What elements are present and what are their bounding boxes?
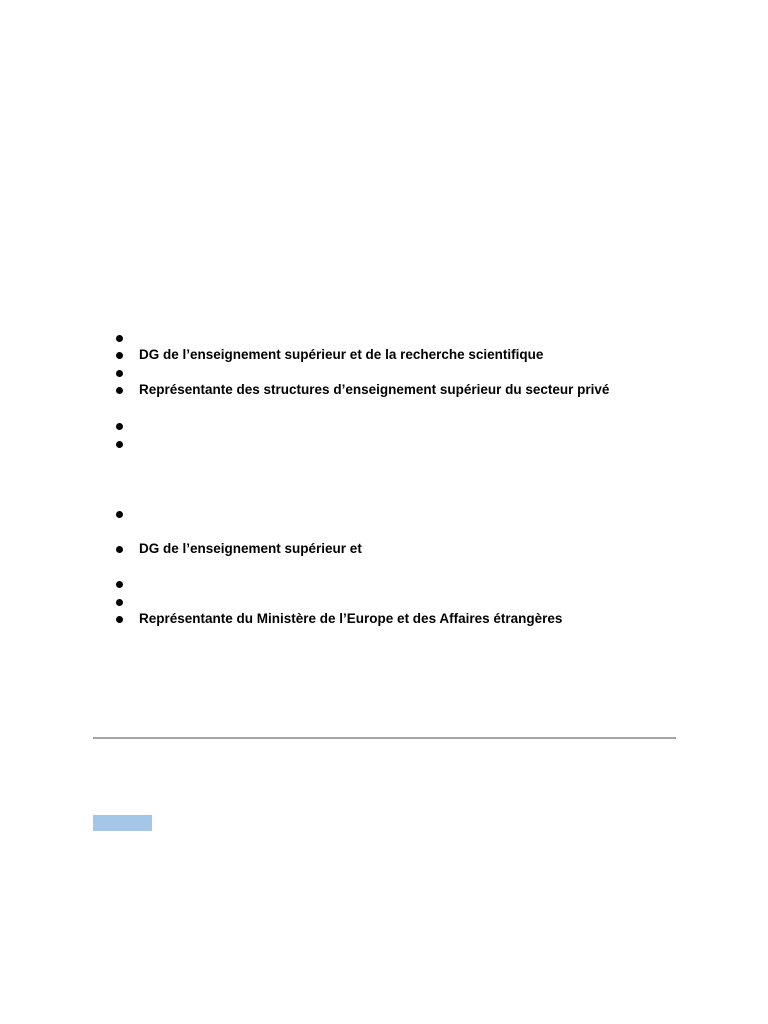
highlight-box <box>93 815 152 831</box>
list-item <box>0 540 768 558</box>
bullet-icon <box>116 335 123 342</box>
list-item <box>0 435 768 453</box>
bullet-icon <box>116 423 123 430</box>
horizontal-separator <box>93 737 676 739</box>
list-item <box>0 346 768 364</box>
list-item <box>0 417 768 435</box>
list-item <box>0 610 768 628</box>
list-item-text: Représentante des structures d’enseignement supérieur du secteur privé <box>139 382 610 397</box>
list-item <box>0 505 768 523</box>
bullet-icon <box>116 599 123 606</box>
list-item <box>0 381 768 399</box>
bullet-icon <box>116 387 123 394</box>
bullet-icon <box>116 352 123 359</box>
list-item <box>0 593 768 611</box>
bullet-icon <box>116 581 123 588</box>
bullet-icon <box>116 511 123 518</box>
list-item <box>0 364 768 382</box>
bullet-icon <box>116 546 123 553</box>
list-item-text: Représentante du Ministère de l’Europe et des Affaires étrangères <box>139 611 563 626</box>
bullet-icon <box>116 370 123 377</box>
list-item <box>0 575 768 593</box>
list-item-text: DG de l’enseignement supérieur et de la recherche scientifique <box>139 347 544 362</box>
bullet-icon <box>116 616 123 623</box>
list-item-text: DG de l’enseignement supérieur et <box>139 541 362 556</box>
bullet-icon <box>116 441 123 448</box>
list-item <box>0 329 768 347</box>
